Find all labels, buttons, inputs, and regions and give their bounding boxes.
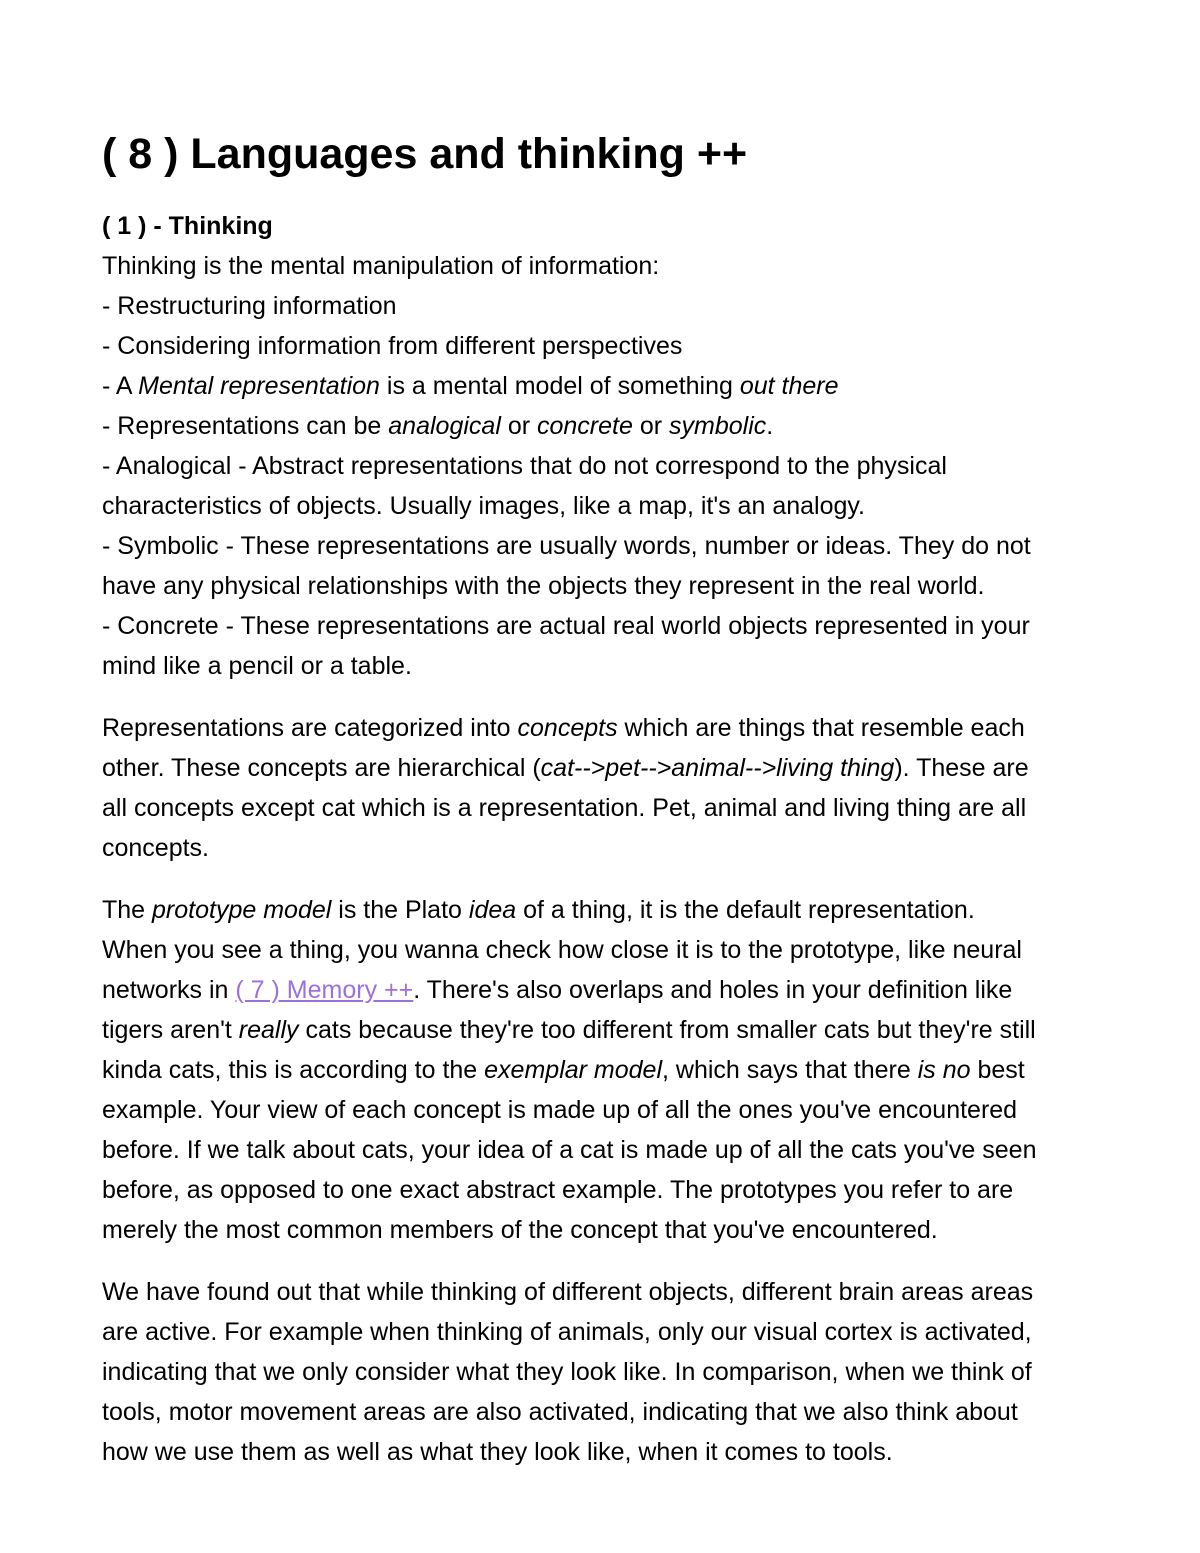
emphasis-text: symbolic <box>669 412 767 440</box>
document-page <box>102 128 1102 1472</box>
intro-line: Thinking is the mental manipulation of information: <box>102 252 660 280</box>
emphasis-text: Mental representation <box>138 372 380 400</box>
emphasis-text: prototype model <box>152 896 332 924</box>
paragraph-line: all concepts except cat which is a representation. Pet, animal and living thing are all <box>102 794 1027 822</box>
text-run: other. These concepts are hierarchical ( <box>102 754 541 782</box>
bullet-analogical-line-1: - Analogical - Abstract representations that do not correspond to the physical <box>102 452 947 480</box>
text-run: or <box>500 412 537 440</box>
text-run: ). These are <box>894 754 1029 782</box>
paragraph-line: before, as opposed to one exact abstract example. The prototypes you refer to are <box>102 1176 1014 1204</box>
bullet-symbolic-line-1: - Symbolic - These representations are usually words, number or ideas. They do not <box>102 532 1031 560</box>
text-run: best <box>970 1056 1025 1084</box>
emphasis-text: concepts <box>517 714 618 742</box>
text-run: or <box>632 412 670 440</box>
text-run: which are things that resemble each <box>617 714 1025 742</box>
text-run: The <box>102 896 153 924</box>
paragraph-line: tools, motor movement areas are also activated, indicating that we also think about <box>102 1398 1018 1426</box>
text-run: kinda cats, this is according to the <box>102 1056 485 1084</box>
paragraph-line: are active. For example when thinking of animals, only our visual cortex is activated, <box>102 1318 1032 1346</box>
paragraph-line <box>102 890 1102 930</box>
paragraph-line <box>102 1010 1102 1050</box>
paragraph-line: merely the most common members of the concept that you've encountered. <box>102 1216 938 1244</box>
paragraph-line <box>102 748 1102 788</box>
paragraph-line: before. If we talk about cats, your idea of a cat is made up of all the cats you've seen <box>102 1136 1037 1164</box>
text-run: cats because they're too different from smaller cats but they're still <box>298 1016 1036 1044</box>
paragraph-line: example. Your view of each concept is made up of all the ones you've encountered <box>102 1096 1018 1124</box>
text-run: networks in <box>102 976 236 1004</box>
emphasis-text: is no <box>917 1056 971 1084</box>
text-run: . There's also overlaps and holes in your definition like <box>413 976 1013 1004</box>
emphasis-text: exemplar model <box>484 1056 663 1084</box>
bullet-mental-representation <box>102 366 1102 406</box>
emphasis-text: out there <box>739 372 839 400</box>
paragraph-line <box>102 708 1102 748</box>
emphasis-text: idea <box>468 896 517 924</box>
section-thinking-body <box>102 246 1102 686</box>
text-run: , which says that there <box>662 1056 918 1084</box>
paragraph-line: indicating that we only consider what they look like. In comparison, when we think of <box>102 1358 1032 1386</box>
bullet-restructuring: - Restructuring information <box>102 292 397 320</box>
bullet-analogical-line-2: characteristics of objects. Usually images, like a map, it's an analogy. <box>102 492 865 520</box>
paragraph-brain-areas <box>102 1272 1102 1472</box>
text-run: of a thing, it is the default representation. <box>516 896 975 924</box>
emphasis-text: analogical <box>388 412 501 440</box>
section-heading-thinking: ( 1 ) - Thinking <box>102 212 273 240</box>
paragraph-line: We have found out that while thinking of different objects, different brain areas areas <box>102 1278 1034 1306</box>
paragraph-line <box>102 1050 1102 1090</box>
bullet-representation-types <box>102 406 1102 446</box>
paragraph-prototype-model <box>102 890 1102 1250</box>
paragraph-line: When you see a thing, you wanna check how close it is to the prototype, like neural <box>102 936 1022 964</box>
text-run: Representations are categorized into <box>102 714 518 742</box>
text-run: . <box>766 412 774 440</box>
bullet-symbolic-line-2: have any physical relationships with the objects they represent in the real world. <box>102 572 985 600</box>
memory-page-link[interactable]: ( 7 ) Memory ++ <box>235 976 414 1004</box>
bullet-perspectives: - Considering information from different perspectives <box>102 332 683 360</box>
text-run: is the Plato <box>331 896 469 924</box>
paragraph-line <box>102 970 1102 1010</box>
paragraph-concepts <box>102 708 1102 868</box>
text-run: - A <box>102 372 139 400</box>
text-run: tigers aren't <box>102 1016 239 1044</box>
emphasis-text: cat-->pet-->animal-->living thing <box>540 754 895 782</box>
bullet-concrete-line-1: - Concrete - These representations are actual real world objects represented in your <box>102 612 1030 640</box>
text-run: - Representations can be <box>102 412 389 440</box>
paragraph-line: how we use them as well as what they look like, when it comes to tools. <box>102 1438 893 1466</box>
text-run: is a mental model of something <box>379 372 740 400</box>
emphasis-text: really <box>238 1016 299 1044</box>
bullet-concrete-line-2: mind like a pencil or a table. <box>102 652 412 680</box>
emphasis-text: concrete <box>537 412 633 440</box>
page-title: ( 8 ) Languages and thinking ++ <box>102 130 748 178</box>
paragraph-line: concepts. <box>102 834 210 862</box>
